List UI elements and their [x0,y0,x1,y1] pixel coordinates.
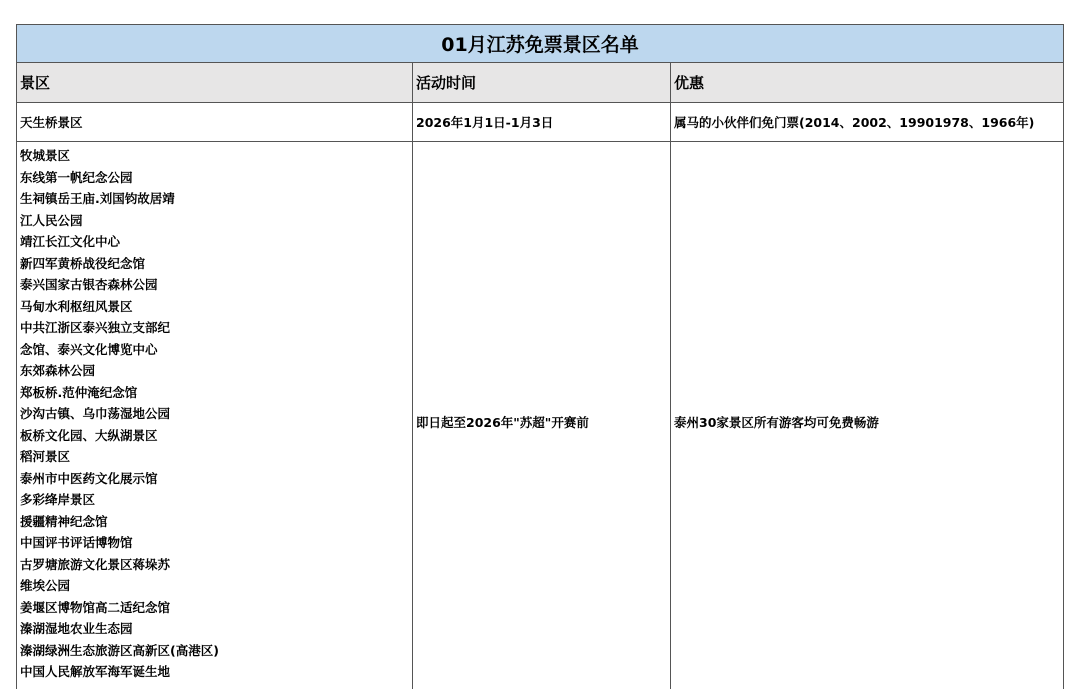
list-item: 板桥文化园、大纵湖景区 [20,427,158,443]
header-row [17,63,1063,103]
table-row [17,103,1063,142]
list-item: 牧城景区 [20,148,71,163]
table-title: 01月江苏免票景区名单 [17,25,1063,63]
list-item: 姜堰区博物馆高二适纪念馆 [20,599,171,615]
list-item: 稻河景区 [20,449,71,464]
list-item: 中共江浙区泰兴独立支部纪 [20,320,171,335]
cell-time[interactable]: 2026年1月1日-1月3日 [413,103,671,141]
list-item: 溱湖绿洲生态旅游区高新区(高港区) [20,642,219,658]
list-item: 沙沟古镇、乌巾荡湿地公园 [20,406,171,421]
list-item: 郑板桥.范仲淹纪念馆 [20,384,138,400]
list-item: 靖江长江文化中心 [20,234,121,249]
list-item: 古罗塘旅游文化景区蒋垛苏 [20,556,171,572]
table-row [17,142,1063,689]
list-item: 马甸水利枢纽风景区 [20,298,133,314]
cell-time[interactable]: 即日起至2026年"苏超"开赛前 [413,142,671,689]
list-item: 中国人民解放军海军诞生地 [20,664,171,679]
cell-spot[interactable]: 天生桥景区 [17,103,413,141]
list-item: 江人民公园 [20,212,83,228]
header-activity-time[interactable]: 活动时间 [413,63,671,102]
list-item: 中国评书评话博物馆 [20,535,133,550]
list-item: 泰州市中医药文化展示馆 [20,470,158,486]
list-item: 多彩绛岸景区 [20,492,96,507]
list-item: 生祠镇岳王庙.刘国钧故居靖 [20,191,175,206]
header-offer[interactable]: 优惠 [674,74,705,92]
list-item: 东线第一帆纪念公园 [20,169,133,185]
list-item: 溱湖湿地农业生态园 [20,621,133,636]
list-item: 维埃公园 [20,578,71,593]
list-item: 新四军黄桥战役纪念馆 [20,255,146,271]
cell-offer[interactable]: 属马的小伙伴们免门票(2014、2002、19901978、1966年) [674,115,1035,130]
list-item: 援疆精神纪念馆 [20,513,108,529]
spreadsheet-table [16,24,1064,689]
list-item: 泰兴国家古银杏森林公园 [20,277,158,292]
list-item: 东郊森林公园 [20,363,96,378]
header-scenic-spot[interactable]: 景区 [17,63,413,102]
cell-spot-list[interactable] [17,142,413,689]
cell-offer[interactable]: 泰州30家景区所有游客均可免费畅游 [674,415,879,430]
list-item: 念馆、泰兴文化博览中心 [20,341,158,357]
